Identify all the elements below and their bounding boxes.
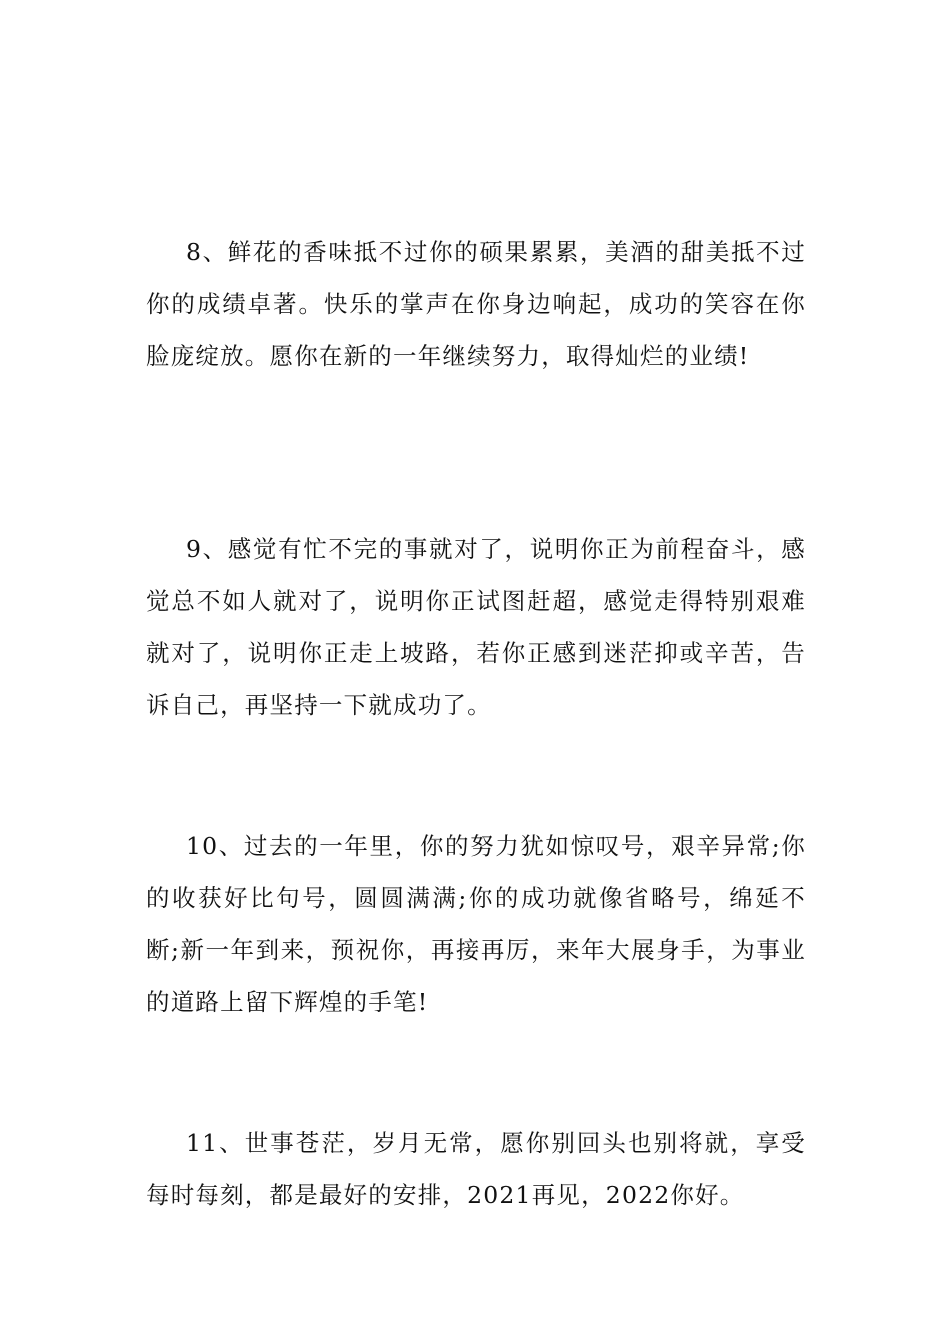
paragraph-11: 11、世事苍茫，岁月无常，愿你别回头也别将就，享受每时每刻，都是最好的安排，2021再见，2022你好。 xyxy=(146,1129,806,1209)
paragraph-9: 9、感觉有忙不完的事就对了，说明你正为前程奋斗，感觉总不如人就对了，说明你正试图赶超，感觉走得特别艰难就对了，说明你正走上坡路，若你正感到迷茫抑或辛苦，告诉自己，再坚持一下就成功了。 xyxy=(146,535,806,719)
paragraph-10: 10、过去的一年里，你的努力犹如惊叹号，艰辛异常;你的收获好比句号，圆圆满满;你的成功就像省略号，绵延不断;新一年到来，预祝你，再接再厉，来年大展身手，为事业的道路上留下辉煌的手笔! xyxy=(146,832,806,1016)
paragraph-8: 8、鲜花的香味抵不过你的硕果累累，美酒的甜美抵不过你的成绩卓著。快乐的掌声在你身边响起，成功的笑容在你脸庞绽放。愿你在新的一年继续努力，取得灿烂的业绩! xyxy=(146,238,806,370)
